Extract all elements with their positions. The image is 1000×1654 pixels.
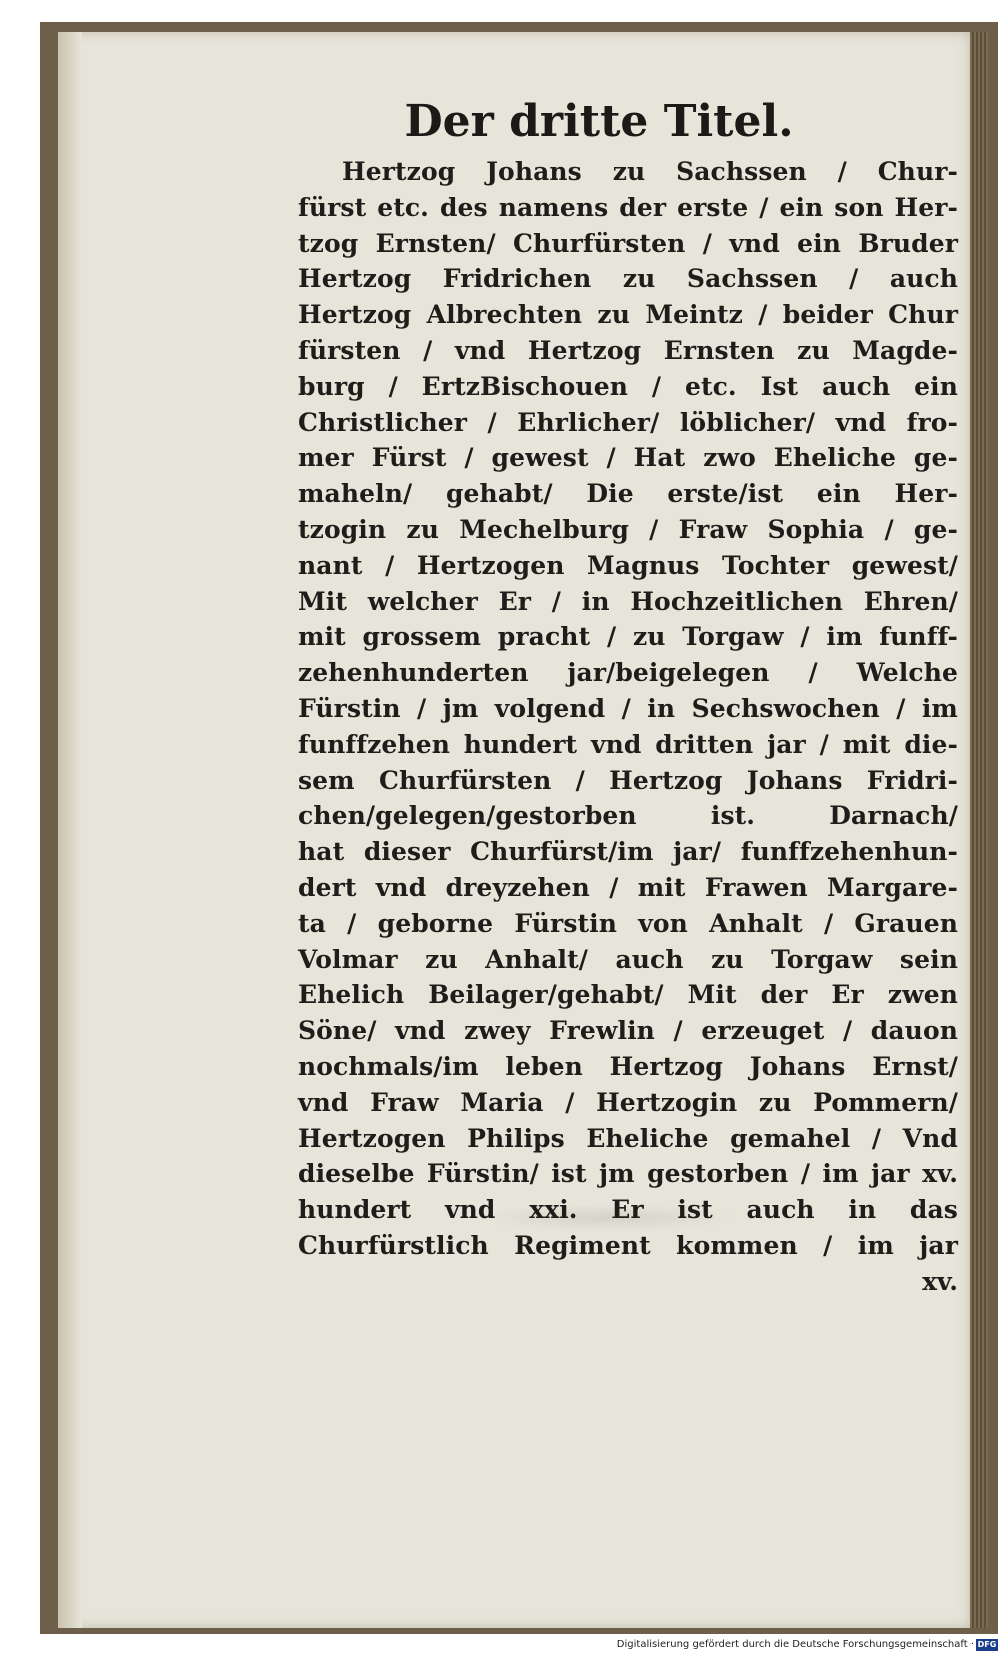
page-heading: Der dritte Titel.	[404, 96, 794, 147]
text-line: Mit welcher Er / in Hochzeitlichen Ehren/	[298, 586, 958, 616]
page-gutter	[58, 32, 82, 1628]
text-line: funffzehen hundert vnd dritten jar / mit die-	[298, 729, 958, 759]
text-line: ta / geborne Fürstin von Anhalt / Grauen	[298, 908, 958, 938]
body-text	[298, 154, 958, 1300]
ink-bleed-through	[478, 1204, 738, 1232]
text-line: Hertzog Albrechten zu Meintz / beider Chur	[298, 300, 958, 330]
text-line: Hertzog Johans zu Sachssen / Chur-	[342, 157, 958, 186]
scanned-page-frame	[40, 22, 998, 1634]
text-line: burg / ErtzBischouen / etc. Ist auch ein	[298, 371, 958, 401]
text-line: Churfürstlich Regiment kommen / im jar	[298, 1230, 958, 1260]
text-line: Hertzogen Philips Eheliche gemahel / Vnd	[298, 1123, 958, 1153]
text-line: hat dieser Churfürst/im jar/ funffzehenhun-	[298, 837, 958, 867]
text-line: tzogin zu Mechelburg / Fraw Sophia / ge-	[298, 514, 958, 544]
page-fore-edge	[970, 32, 988, 1628]
text-line: Volmar zu Anhalt/ auch zu Torgaw sein	[298, 944, 958, 974]
book-page	[58, 32, 970, 1628]
digitization-credit: Digitalisierung gefördert durch die Deutsche Forschungsgemeinschaft ·	[616, 1639, 974, 1650]
text-line: Christlicher / Ehrlicher/ löblicher/ vnd fro-	[298, 407, 958, 437]
text-line: maheln/ gehabt/ Die erste/ist ein Her-	[298, 479, 958, 509]
text-line: fürsten / vnd Hertzog Ernsten zu Magde-	[298, 335, 958, 365]
text-line: zehenhunderten jar/beigelegen / Welche	[298, 658, 958, 688]
text-line: nant / Hertzogen Magnus Tochter gewest/	[298, 550, 958, 580]
text-line: dieselbe Fürstin/ ist jm gestorben / im jar xv.	[298, 1159, 958, 1189]
text-line: Ehelich Beilager/gehabt/ Mit der Er zwen	[298, 980, 958, 1010]
text-line: vnd Fraw Maria / Hertzogin zu Pommern/	[298, 1087, 958, 1117]
text-line: dert vnd dreyzehen / mit Frawen Margare-	[298, 872, 958, 902]
text-line: sem Churfürsten / Hertzog Johans Fridri-	[298, 765, 958, 795]
text-line: hundert vnd xxi. Er ist auch in das	[298, 1195, 958, 1225]
text-line: Hertzog Fridrichen zu Sachssen / auch	[298, 264, 958, 294]
text-line: nochmals/im leben Hertzog Johans Ernst/	[298, 1051, 958, 1081]
text-line: tzog Ernsten/ Churfürsten / vnd ein Bruder	[298, 228, 958, 258]
text-line: fürst etc. des namens der erste / ein son Her-	[298, 192, 958, 222]
text-line: mer Fürst / gewest / Hat zwo Eheliche ge-	[298, 443, 958, 473]
text-line: Fürstin / jm volgend / in Sechswochen / im	[298, 693, 958, 723]
text-line: xv.	[922, 1266, 958, 1296]
dfg-logo-icon: DFG	[977, 1640, 997, 1649]
text-line: Söne/ vnd zwey Frewlin / erzeuget / dauon	[298, 1016, 958, 1046]
text-line: mit grossem pracht / zu Torgaw / im funff-	[298, 622, 958, 652]
text-line: chen/gelegen/gestorben ist. Darnach/	[298, 801, 958, 831]
